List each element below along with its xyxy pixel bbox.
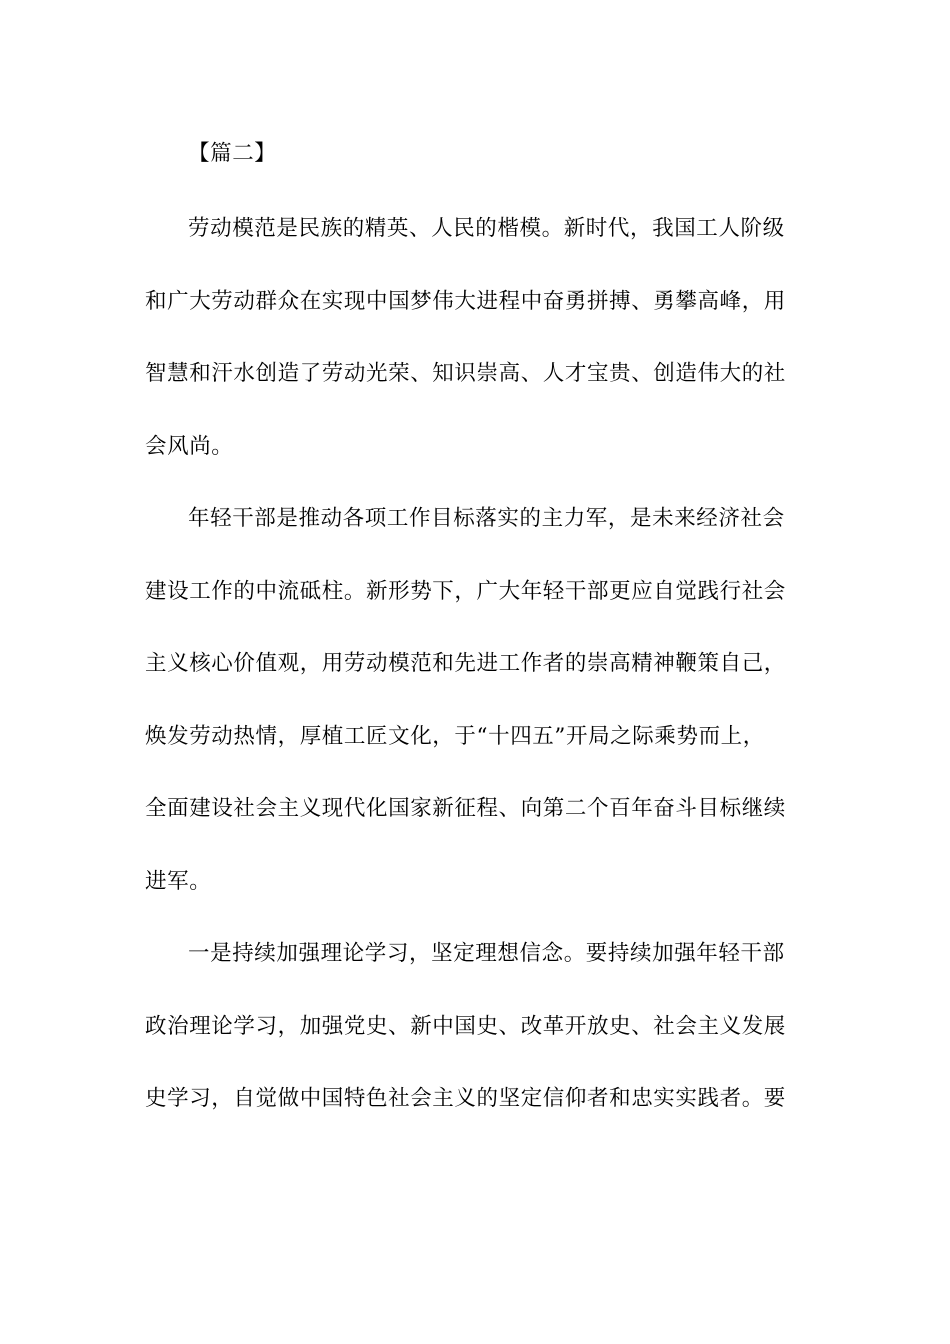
paragraph-line: 会风尚。 (145, 433, 234, 459)
paragraph-line: 政治理论学习，加强党史、新中国史、改革开放史、社会主义发展 (145, 1013, 786, 1039)
paragraph-line: 史学习，自觉做中国特色社会主义的坚定信仰者和忠实实践者。要 (145, 1086, 786, 1111)
paragraph-line: 进军。 (145, 868, 212, 894)
section-label: 【篇二】 (188, 141, 277, 166)
paragraph-line: 年轻干部是推动各项工作目标落实的主力军，是未来经济社会 (188, 506, 785, 531)
paragraph-line: 和广大劳动群众在实现中国梦伟大进程中奋勇拼搏、勇攀高峰，用 (145, 288, 786, 314)
paragraph-line: 建设工作的中流砥柱。新形势下，广大年轻干部更应自觉践行社会 (145, 578, 786, 604)
paragraph-line: 全面建设社会主义现代化国家新征程、向第二个百年奋斗目标继续 (145, 796, 786, 821)
paragraph-line: 一是持续加强理论学习，坚定理想信念。要持续加强年轻干部 (188, 941, 785, 966)
paragraph-line: 劳动模范是民族的精英、人民的楷模。新时代，我国工人阶级 (188, 216, 785, 241)
document-body (145, 130, 805, 1136)
paragraph-line: 智慧和汗水创造了劳动光荣、知识崇高、人才宝贵、创造伟大的社 (145, 361, 786, 386)
paragraph-line: 主义核心价值观，用劳动模范和先进工作者的崇高精神鞭策自己， (145, 651, 786, 676)
paragraph-3 (145, 918, 805, 1136)
paragraph-1 (145, 193, 805, 483)
paragraph-line: 焕发劳动热情，厚植工匠文化，于“十四五”开局之际乘势而上， (145, 723, 765, 749)
paragraph-2 (145, 483, 805, 918)
